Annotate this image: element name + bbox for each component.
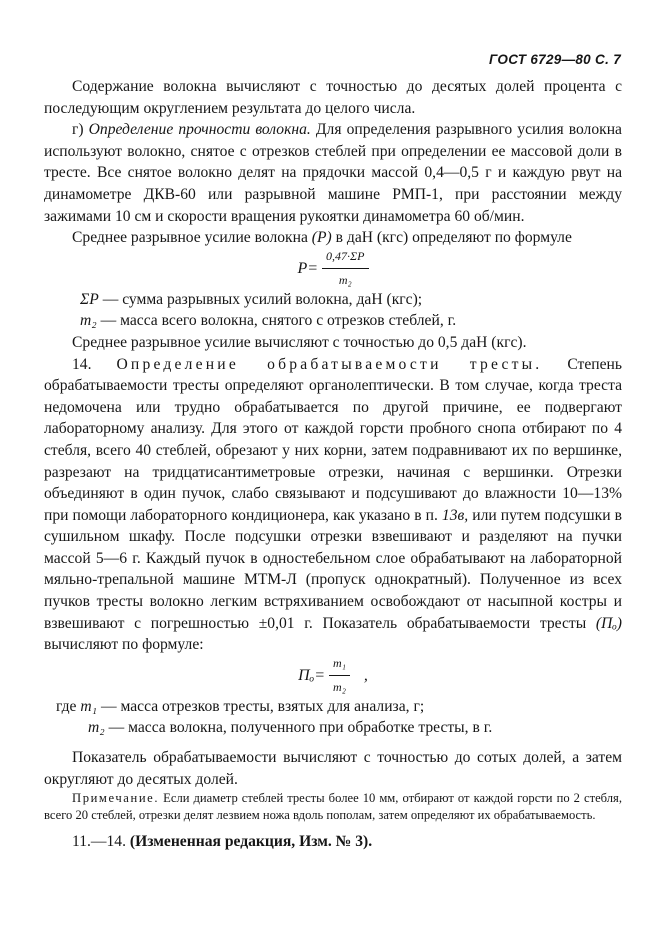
- amendment-note: 11.—14. (Измененная редакция, Изм. № 3).: [72, 833, 373, 851]
- note-label: Примечание.: [72, 791, 160, 806]
- definition-obtained-fiber-mass: m₂ — масса волокна, полученного при обработке тресты, в г.: [88, 719, 493, 737]
- definition-stem-mass: где m₁ — масса отрезков тресты, взятых для анализа, г;: [56, 697, 425, 715]
- paragraph-processability-accuracy: Показатель обрабатываемости вычисляют с точностью до сотых долей, а затем округляют до десятых долей.: [44, 749, 622, 788]
- formula-breaking-force: [44, 249, 622, 289]
- paragraph-average-breaking-force: Среднее разрывное усилие волокна (P) в даН (кгс) определяют по формуле: [72, 229, 572, 247]
- definition-fiber-mass: m₂ — масса всего волокна, снятого с отрезков стеблей, г.: [80, 312, 457, 330]
- formula-lhs: P: [297, 259, 308, 277]
- paragraph-processability: 14. Определение обрабатываемости тресты. Степень обрабатываемости тресты определяют органолептически. В том случае, когда треста недомочена или трудно обрабатывается по другой причине, ее подвергают лабораторному анализу. Для этого от каждой горсти пробного снопа отбирают по 4 стебля, всего 40 стеблей, обрезают у них корни, затем подравнивают их по вершинке, разрезают на тридцатисантиметровые отрезки, начиная с вершинки. Отрезки объединяют в один пучок, слабо связывают и подсушивают до влажности 10—13% при помощи лабораторного кондиционера, как указано в п. 13в, или путем подсушки в сушильном шкафу. После подсушки отрезки взвешивают и разделяют на пучки массой 5—6 г. Каждый пучок в одностебельном слое обрабатывают на лабораторной мяльно-трепальной машине МТМ-Л (пропуск однократный). Полученное из всех пучков тресты волокно легким встряхиванием освобождают от насыпной костры и взвешивают с погрешностью ±0,01 г. Показатель обрабатываемости тресты (Пₒ) вычисляют по формуле:: [44, 355, 622, 654]
- formula-comma: ,: [363, 667, 368, 685]
- note: Примечание. Если диаметр стеблей тресты более 10 мм, отбирают от каждой горсти по 2 стебля, всего 20 стеблей, отрезки делят лезвием ножа вдоль пополам, затем определяют их обрабатываемость.: [44, 791, 622, 822]
- formula-fraction: [329, 653, 350, 699]
- formula-equals: =: [307, 259, 319, 277]
- formula-processability: [44, 656, 622, 696]
- definition-sum-forces: ΣP — сумма разрывных усилий волокна, даН (кгс);: [80, 290, 423, 308]
- formula-numerator: 0,47·ΣP: [322, 246, 368, 270]
- formula-equals: =: [314, 667, 326, 685]
- section-title-processability: Определение обрабатываемости тресты.: [116, 355, 543, 373]
- paragraph-fiber-content-accuracy: Содержание волокна вычисляют с точностью до десятых долей процента с последующим округлением результата до целого числа.: [44, 78, 622, 117]
- paragraph-fiber-strength: г) Определение прочности волокна. Для определения разрывного усилия волокна используют волокно, снятое с отрезков стеблей при определении ее массовой доли в тресте. Все снятое волокно делят на прядочки массой 0,4—0,5 г и каждую рвут на динамометре ДКВ-60 или разрывной машине РМП-1, при расстоянии между зажимами 10 см и скорости вращения рукоятки динамометра 60 об/мин.: [44, 121, 622, 225]
- document-body: [44, 76, 622, 853]
- formula-denominator: m₂: [338, 273, 352, 288]
- formula-lhs: Пₒ: [298, 667, 315, 685]
- page-header-ref: ГОСТ 6729—80 С. 7: [489, 52, 621, 67]
- formula-fraction: [322, 246, 368, 292]
- section-title-fiber-strength: Определение прочности волокна.: [88, 121, 311, 139]
- paragraph-breaking-force-accuracy: Среднее разрывное усилие вычисляют с точностью до 0,5 даН (кгс).: [72, 333, 527, 351]
- formula-numerator: m₁: [329, 653, 350, 677]
- formula-denominator: m₂: [333, 680, 346, 695]
